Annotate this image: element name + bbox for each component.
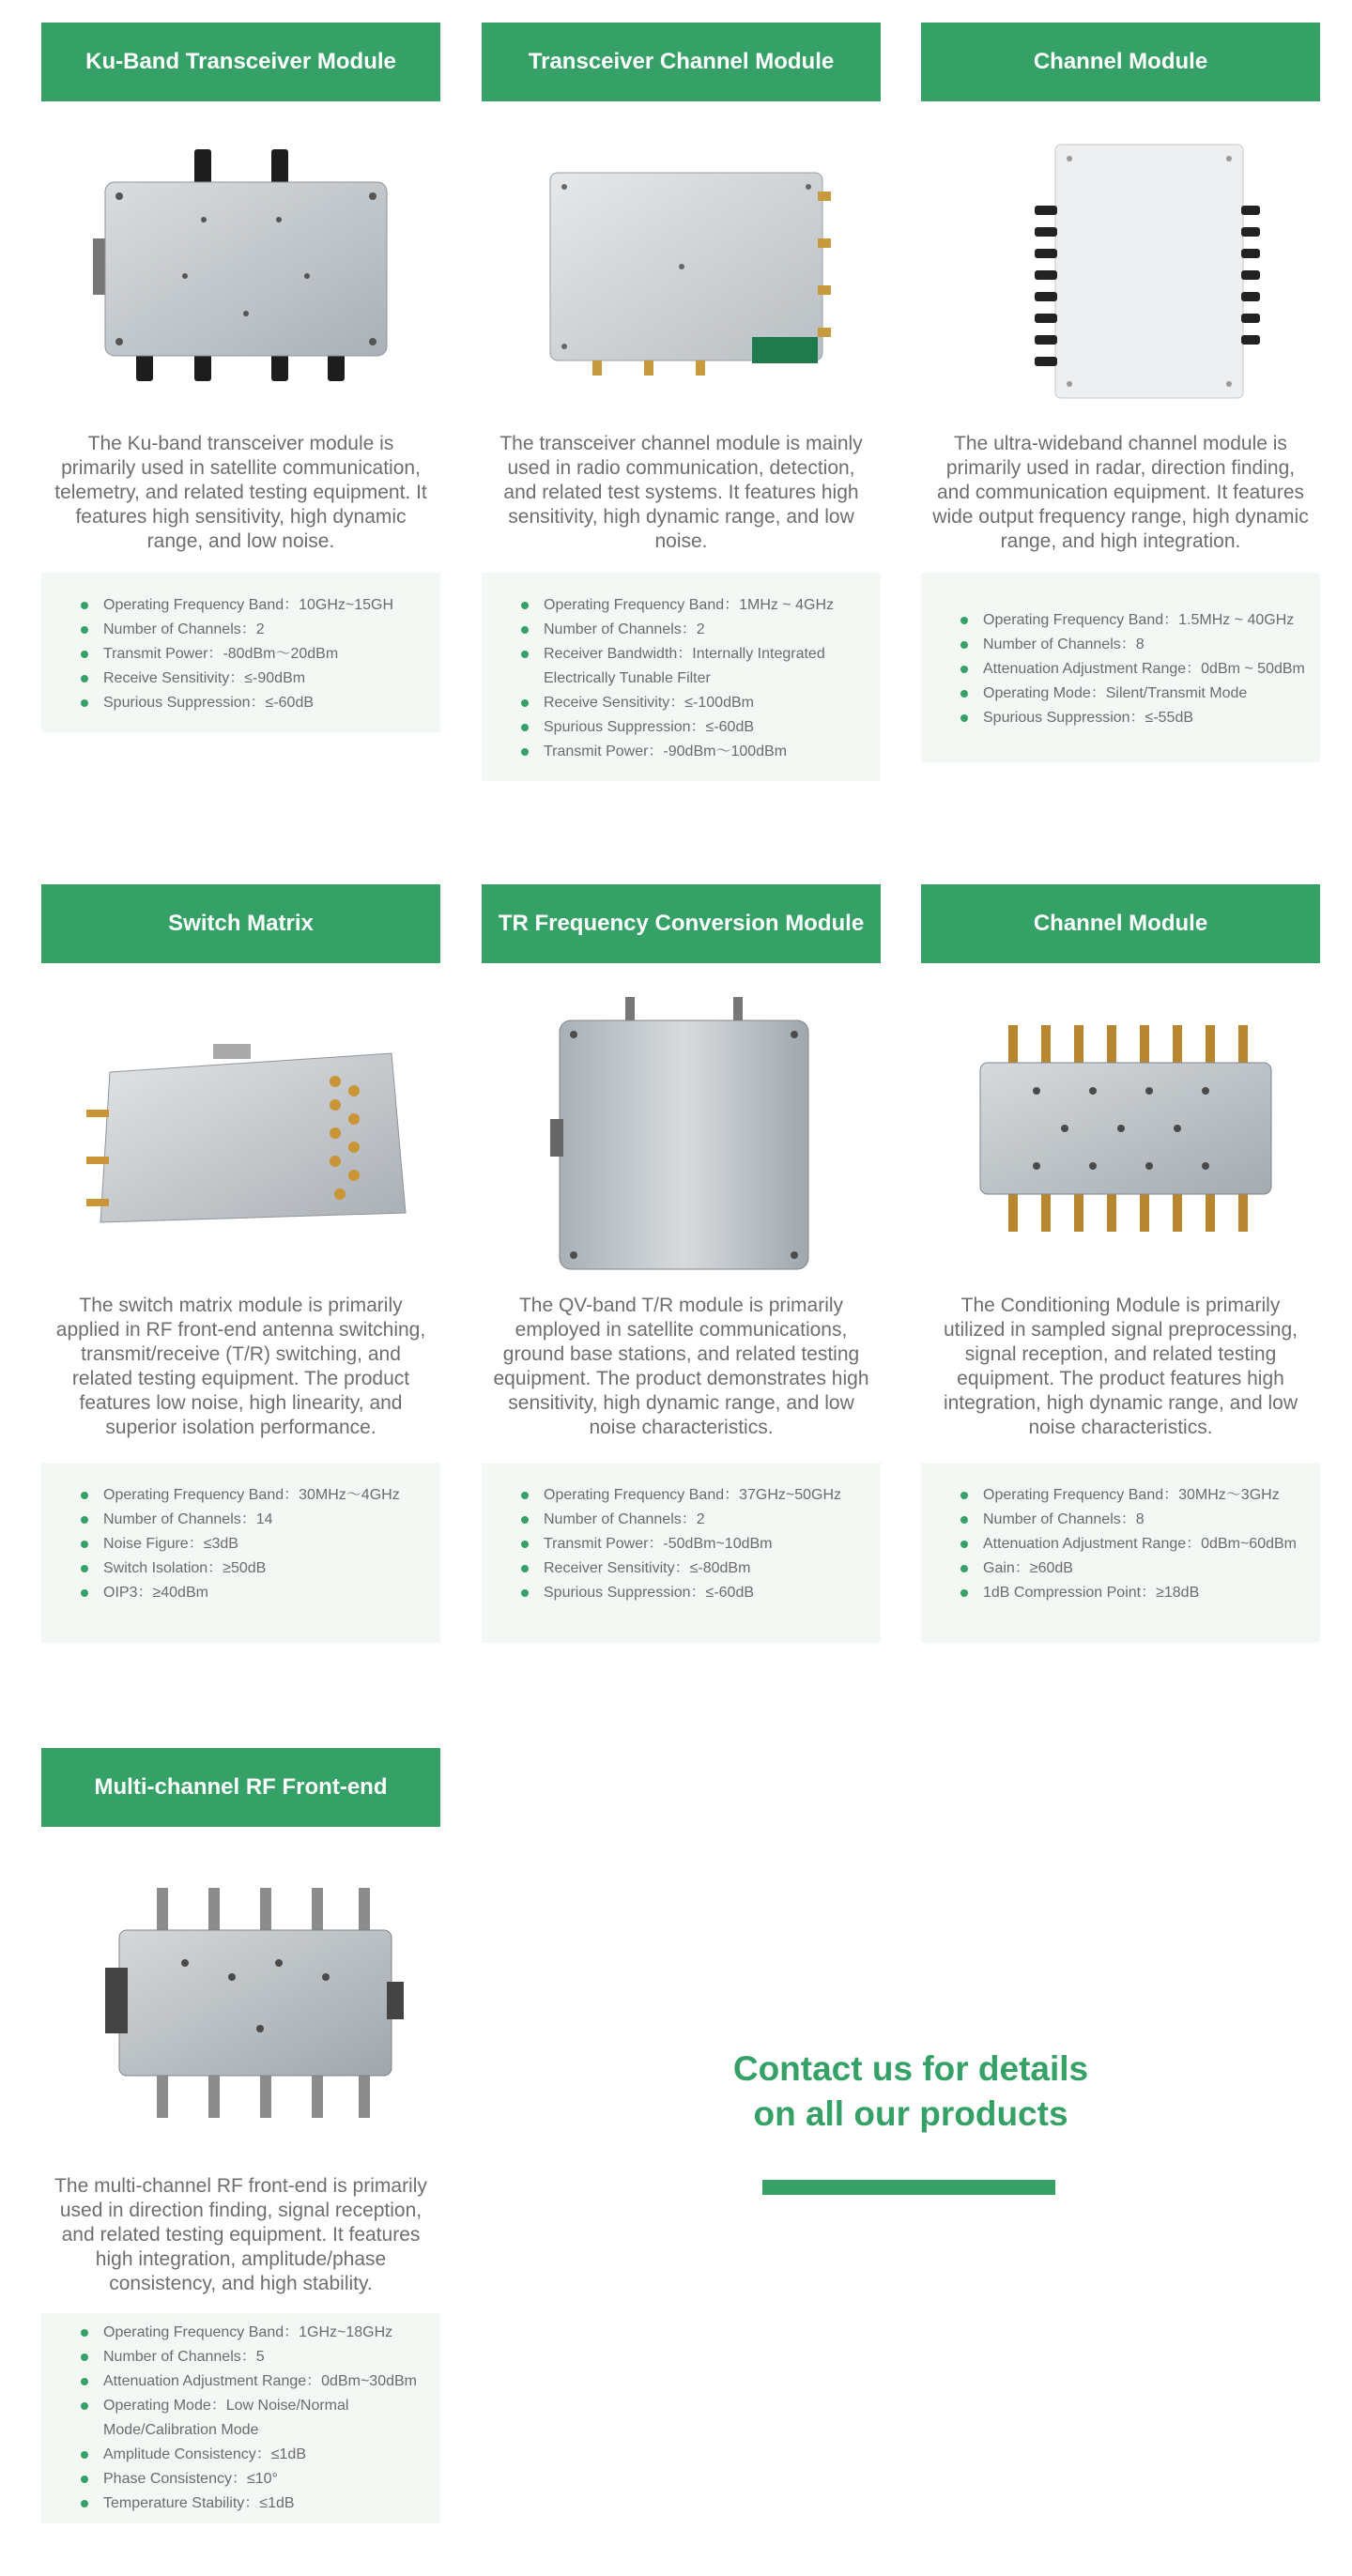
multi-channel-rf-front-end-photo [63, 1860, 420, 2141]
spec-item: Receive Sensitivity：≤-90dBm [71, 667, 431, 691]
spec-item: Number of Channels：5 [71, 2345, 431, 2369]
ultra-wideband-channel-module-photo [952, 126, 1290, 407]
spec-item: Switch Isolation：≥50dB [71, 1556, 431, 1581]
spec-item: Noise Figure：≤3dB [71, 1532, 431, 1556]
spec-item: Transmit Power：-80dBm～20dBm [71, 642, 431, 667]
spec-item: Spurious Suppression：≤-60dB [512, 715, 871, 740]
spec-item: Operating Frequency Band：30MHz～4GHz [71, 1483, 431, 1508]
switch-matrix-photo [63, 988, 420, 1269]
product-title: TR Frequency Conversion Module [482, 884, 881, 963]
product-description: The Ku-band transceiver module is primarily used in satellite communication, telemetry, and related testing equipment. It features high sensitivity, high dynamic range, and low noise. [54, 433, 427, 552]
spec-item: Transmit Power：-50dBm~10dBm [512, 1532, 871, 1556]
spec-item: Operating Frequency Band：1MHz ~ 4GHz [512, 593, 871, 618]
conditioning-channel-module-photo [943, 988, 1299, 1269]
spec-item: Transmit Power：-90dBm～100dBm [512, 740, 871, 764]
spec-item: Operating Mode：Low Noise/Normal Mode/Calibration Mode [71, 2394, 431, 2443]
spec-item: Attenuation Adjustment Range：0dBm~30dBm [71, 2369, 431, 2394]
spec-item: Number of Channels：2 [512, 1508, 871, 1532]
spec-item: Phase Consistency：≤10° [71, 2467, 431, 2492]
contact-divider [762, 2180, 1055, 2195]
spec-item: Operating Frequency Band：30MHz～3GHz [951, 1483, 1311, 1508]
ku-band-transceiver-module-photo [72, 126, 410, 407]
spec-item: Number of Channels：8 [951, 1508, 1311, 1532]
product-image [41, 1827, 440, 2174]
spec-item: 1dB Compression Point：≥18dB [951, 1581, 1311, 1605]
product-specs [41, 1463, 440, 1643]
product-card [41, 884, 440, 1643]
product-title: Channel Module [921, 884, 1320, 963]
product-title: Multi-channel RF Front-end [41, 1748, 440, 1827]
product-specs [921, 1463, 1320, 1643]
product-card [41, 1748, 440, 2523]
spec-item: Number of Channels：8 [951, 633, 1311, 657]
spec-item: Receiver Sensitivity：≤-80dBm [512, 1556, 871, 1581]
product-description: The ultra-wideband channel module is primarily used in radar, direction finding, and communication equipment. It features wide output frequency range, high dynamic range, and high integration. [932, 433, 1309, 552]
spec-item: Operating Frequency Band：10GHz~15GH [71, 593, 431, 618]
tr-frequency-conversion-module-photo [513, 978, 851, 1279]
product-title: Transceiver Channel Module [482, 23, 881, 101]
spec-item: Receive Sensitivity：≤-100dBm [512, 691, 871, 715]
spec-item: Attenuation Adjustment Range：0dBm~60dBm [951, 1532, 1311, 1556]
product-card [41, 23, 440, 732]
spec-item: Operating Mode：Silent/Transmit Mode [951, 682, 1311, 706]
spec-item: Spurious Suppression：≤-60dB [71, 691, 431, 715]
product-card [482, 23, 881, 781]
product-description: The multi-channel RF front-end is primarily used in direction finding, signal reception, and related testing equipment. It features high integration, amplitude/phase consistency, and high stability. [54, 2175, 427, 2294]
spec-item: Number of Channels：2 [71, 618, 431, 642]
product-title: Ku-Band Transceiver Module [41, 23, 440, 101]
spec-item: Operating Frequency Band：37GHz~50GHz [512, 1483, 871, 1508]
product-description: The QV-band T/R module is primarily employed in satellite communications, ground base stations, and related testing equipment. The product demonstrates high sensitivity, high dynamic range, and low noise characteristics. [493, 1295, 869, 1438]
product-title: Channel Module [921, 23, 1320, 101]
spec-item: Operating Frequency Band：1GHz~18GHz [71, 2321, 431, 2345]
product-specs [41, 573, 440, 732]
product-specs [921, 573, 1320, 762]
spec-item: Number of Channels：2 [512, 618, 871, 642]
spec-item: Amplitude Consistency：≤1dB [71, 2443, 431, 2467]
product-image [921, 963, 1320, 1294]
product-description: The transceiver channel module is mainly used in radio communication, detection, and related test systems. It features high sensitivity, high dynamic range, and low noise. [499, 433, 863, 552]
product-image [41, 101, 440, 432]
spec-item: Temperature Stability：≤1dB [71, 2492, 431, 2516]
product-specs [41, 2313, 440, 2523]
product-card [482, 884, 881, 1643]
product-image [921, 101, 1320, 432]
spec-item: Number of Channels：14 [71, 1508, 431, 1532]
spec-item: Spurious Suppression：≤-55dB [951, 706, 1311, 730]
contact-line: on all our products [753, 2094, 1068, 2133]
product-specs [482, 1463, 881, 1643]
spec-item: OIP3：≥40dBm [71, 1581, 431, 1605]
product-description: The Conditioning Module is primarily utilized in sampled signal preprocessing, signal reception, and related testing equipment. The product features high integration, high dynamic range, and low noise characteristics. [943, 1295, 1298, 1438]
spec-item: Gain：≥60dB [951, 1556, 1311, 1581]
transceiver-channel-module-photo [513, 126, 851, 407]
product-card [921, 884, 1320, 1643]
spec-item: Spurious Suppression：≤-60dB [512, 1581, 871, 1605]
product-title: Switch Matrix [41, 884, 440, 963]
product-image [482, 963, 881, 1294]
product-card [921, 23, 1320, 762]
product-image [482, 101, 881, 432]
product-description: The switch matrix module is primarily applied in RF front-end antenna switching, transmit/receive (T/R) switching, and related testing equipment. The product features low noise, high linearity, and superior isolation performance. [55, 1295, 426, 1438]
spec-item: Receiver Bandwidth：Internally Integrated Electrically Tunable Filter [512, 642, 871, 691]
product-image [41, 963, 440, 1294]
spec-item: Attenuation Adjustment Range：0dBm ~ 50dBm [951, 657, 1311, 682]
contact-heading [638, 2047, 1183, 2137]
contact-line: Contact us for details [732, 2049, 1089, 2088]
product-specs [482, 573, 881, 781]
spec-item: Operating Frequency Band：1.5MHz ~ 40GHz [951, 608, 1311, 633]
